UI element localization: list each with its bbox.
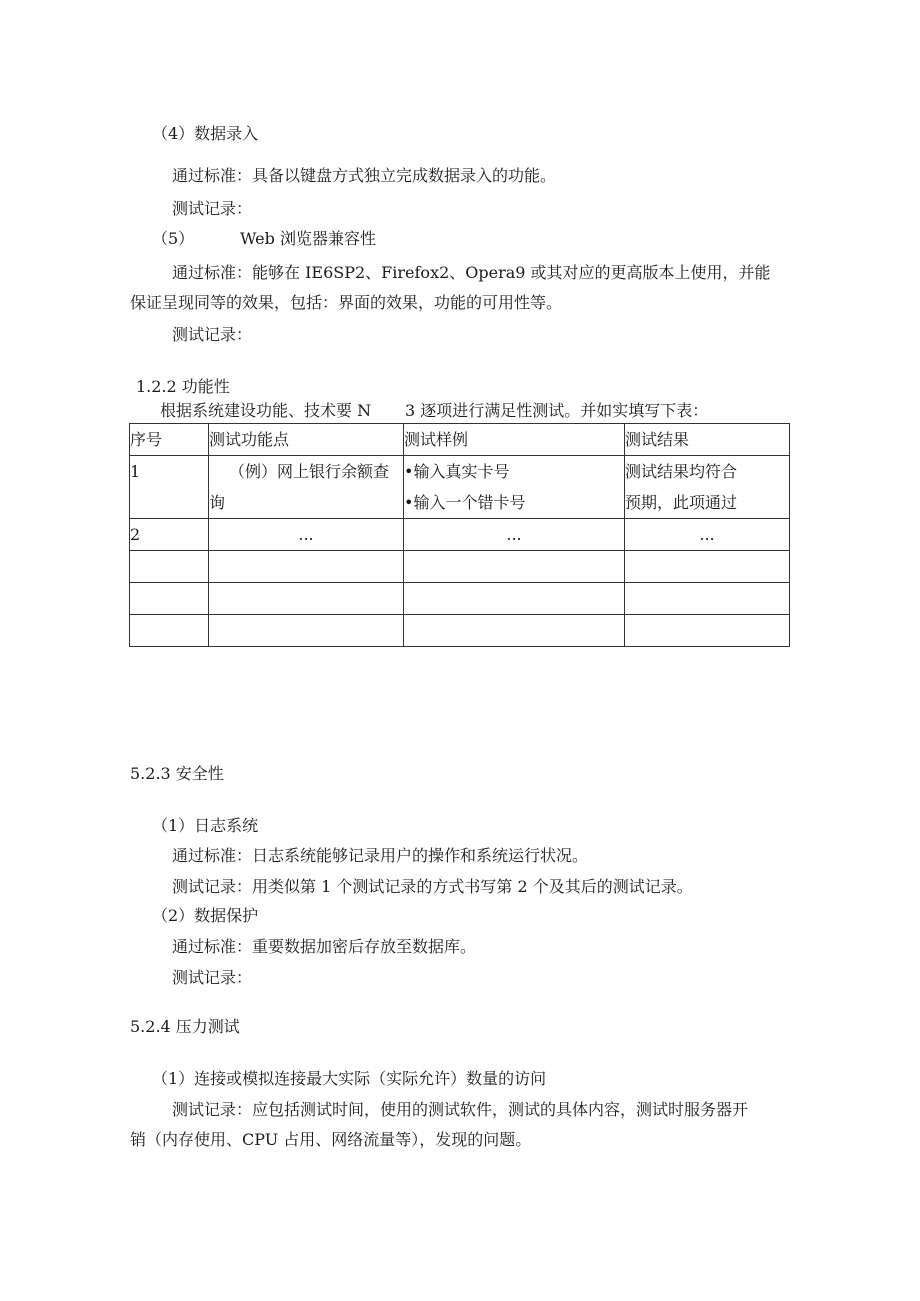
security-heading: 5.2.3 安全性 xyxy=(130,764,224,783)
pressure-item1-heading: （1）连接或模拟连接最大实际（实际允许）数量的访问 xyxy=(152,1069,547,1088)
functional-test-table xyxy=(129,423,790,647)
sec5-record: 测试记录： xyxy=(172,325,253,344)
security-item1-record: 测试记录：用类似第 1 个测试记录的方式书写第 2 个及其后的测试记录。 xyxy=(172,877,693,896)
row1-sample-line1: •输入真实卡号 xyxy=(404,462,510,481)
security-item2-heading: （2）数据保护 xyxy=(152,906,259,925)
table-row xyxy=(130,456,790,519)
table-row-empty xyxy=(130,615,790,647)
sec4-record: 测试记录： xyxy=(172,199,253,218)
header-index: 序号 xyxy=(130,424,209,456)
functional-intro-right: 3 逐项进行满足性测试。并如实填写下表： xyxy=(405,401,709,420)
row1-result-line1: 测试结果均符合 xyxy=(625,462,738,481)
row1-test-sample xyxy=(404,456,625,519)
sec4-heading: （4）数据录入 xyxy=(152,124,259,143)
table-row-empty xyxy=(130,583,790,615)
row1-index: 1 xyxy=(130,456,209,519)
header-test-sample: 测试样例 xyxy=(404,424,625,456)
row2-test-sample: ... xyxy=(404,519,625,551)
row2-test-result: ... xyxy=(625,519,790,551)
security-item1-standard: 通过标准：日志系统能够记录用户的操作和系统运行状况。 xyxy=(172,846,589,865)
row1-sample-line2: •输入一个错卡号 xyxy=(404,493,526,512)
security-item2-record: 测试记录： xyxy=(172,968,253,987)
functional-heading: 1.2.2 功能性 xyxy=(136,377,230,396)
row2-function-point: ... xyxy=(209,519,404,551)
pressure-item1-record-line2: 销（内存使用、CPU 占用、网络流量等），发现的问题。 xyxy=(130,1130,532,1149)
header-test-result: 测试结果 xyxy=(625,424,790,456)
security-item2-standard: 通过标准：重要数据加密后存放至数据库。 xyxy=(172,937,477,956)
row1-function-point xyxy=(209,456,404,519)
table-row-empty xyxy=(130,551,790,583)
row1-point-line1: （例）网上银行余额查 xyxy=(229,462,390,481)
pressure-heading: 5.2.4 压力测试 xyxy=(130,1017,240,1036)
row2-index: 2 xyxy=(130,519,209,551)
sec5-title: Web 浏览器兼容性 xyxy=(240,229,376,248)
row1-point-line2: 询 xyxy=(209,493,226,512)
security-item1-heading: （1）日志系统 xyxy=(152,816,259,835)
table-header-row xyxy=(130,424,790,456)
header-function-point: 测试功能点 xyxy=(209,424,404,456)
table-row xyxy=(130,519,790,551)
sec4-standard: 通过标准：具备以键盘方式独立完成数据录入的功能。 xyxy=(172,166,557,185)
sec5-number: （5） xyxy=(152,229,195,248)
sec5-standard-line2: 保证呈现同等的效果，包括：界面的效果，功能的可用性等。 xyxy=(130,293,563,312)
functional-intro-left: 根据系统建设功能、技术要 N xyxy=(160,401,372,420)
sec5-standard-line1: 通过标准：能够在 IE6SP2、Firefox2、Opera9 或其对应的更高版本上使用，并能 xyxy=(172,263,771,282)
pressure-item1-record-line1: 测试记录：应包括测试时间，使用的测试软件，测试的具体内容，测试时服务器开 xyxy=(172,1100,749,1119)
row1-result-line2: 预期，此项通过 xyxy=(625,493,738,512)
row1-test-result xyxy=(625,456,790,519)
